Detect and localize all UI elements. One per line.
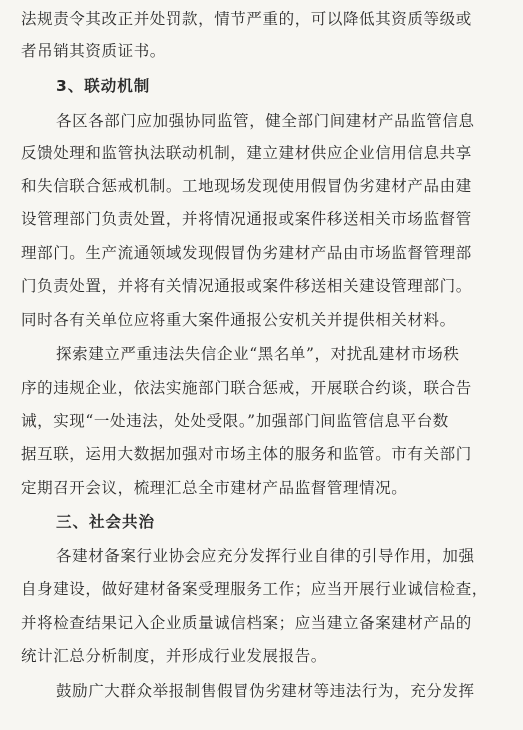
text-line: 同时各有关单位应将重大案件通报公安机关并提供相关材料。	[21, 311, 456, 329]
section-heading-social-governance: 三、社会共治	[56, 513, 156, 531]
text-line: 设管理部门负责处置，并将情况通报或案件移送相关市场监督管	[21, 210, 472, 228]
text-line: 鼓励广大群众举报制售假冒伪劣建材等违法行为，充分发挥	[56, 682, 475, 700]
text-line: 各区各部门应加强协同监管，健全部门间建材产品监管信息	[56, 112, 475, 130]
text-line: 理部门。生产流通领域发现假冒伪劣建材产品由市场监督管理部	[21, 244, 472, 262]
text-line: 统计汇总分析制度，并形成行业发展报告。	[21, 647, 327, 665]
text-line: 和失信联合惩戒机制。工地现场发现使用假冒伪劣建材产品由建	[21, 177, 472, 195]
text-line: 反馈处理和监管执法联动机制，建立建材供应企业信用信息共享	[21, 144, 472, 162]
text-line: 门负责处置，并将有关情况通报或案件移送相关建设管理部门。	[21, 277, 472, 295]
text-line: 自身建设，做好建材备案受理服务工作；应当开展行业诚信检查，	[21, 580, 488, 598]
text-line: 探索建立严重违法失信企业“黑名单”，对扰乱建材市场秩	[56, 345, 460, 363]
text-line: 序的违规企业，依法实施部门联合惩戒，开展联合约谈，联合告	[21, 379, 472, 397]
text-line: 诫，实现“一处违法，处处受限。”加强部门间监管信息平台数	[21, 412, 449, 430]
section-heading-linkage: 3、联动机制	[56, 77, 151, 95]
text-line: 定期召开会议，梳理汇总全市建材产品监督管理情况。	[21, 479, 408, 497]
text-line: 各建材备案行业协会应充分发挥行业自律的引导作用，加强	[56, 547, 475, 565]
text-line: 法规责令其改正并处罚款，情节严重的，可以降低其资质等级或	[21, 10, 472, 28]
text-line: 并将检查结果记入企业质量诚信档案；应当建立备案建材产品的	[21, 614, 472, 632]
text-line: 者吊销其资质证书。	[21, 42, 166, 60]
text-line: 据互联，运用大数据加强对市场主体的服务和监管。市有关部门	[21, 445, 472, 463]
